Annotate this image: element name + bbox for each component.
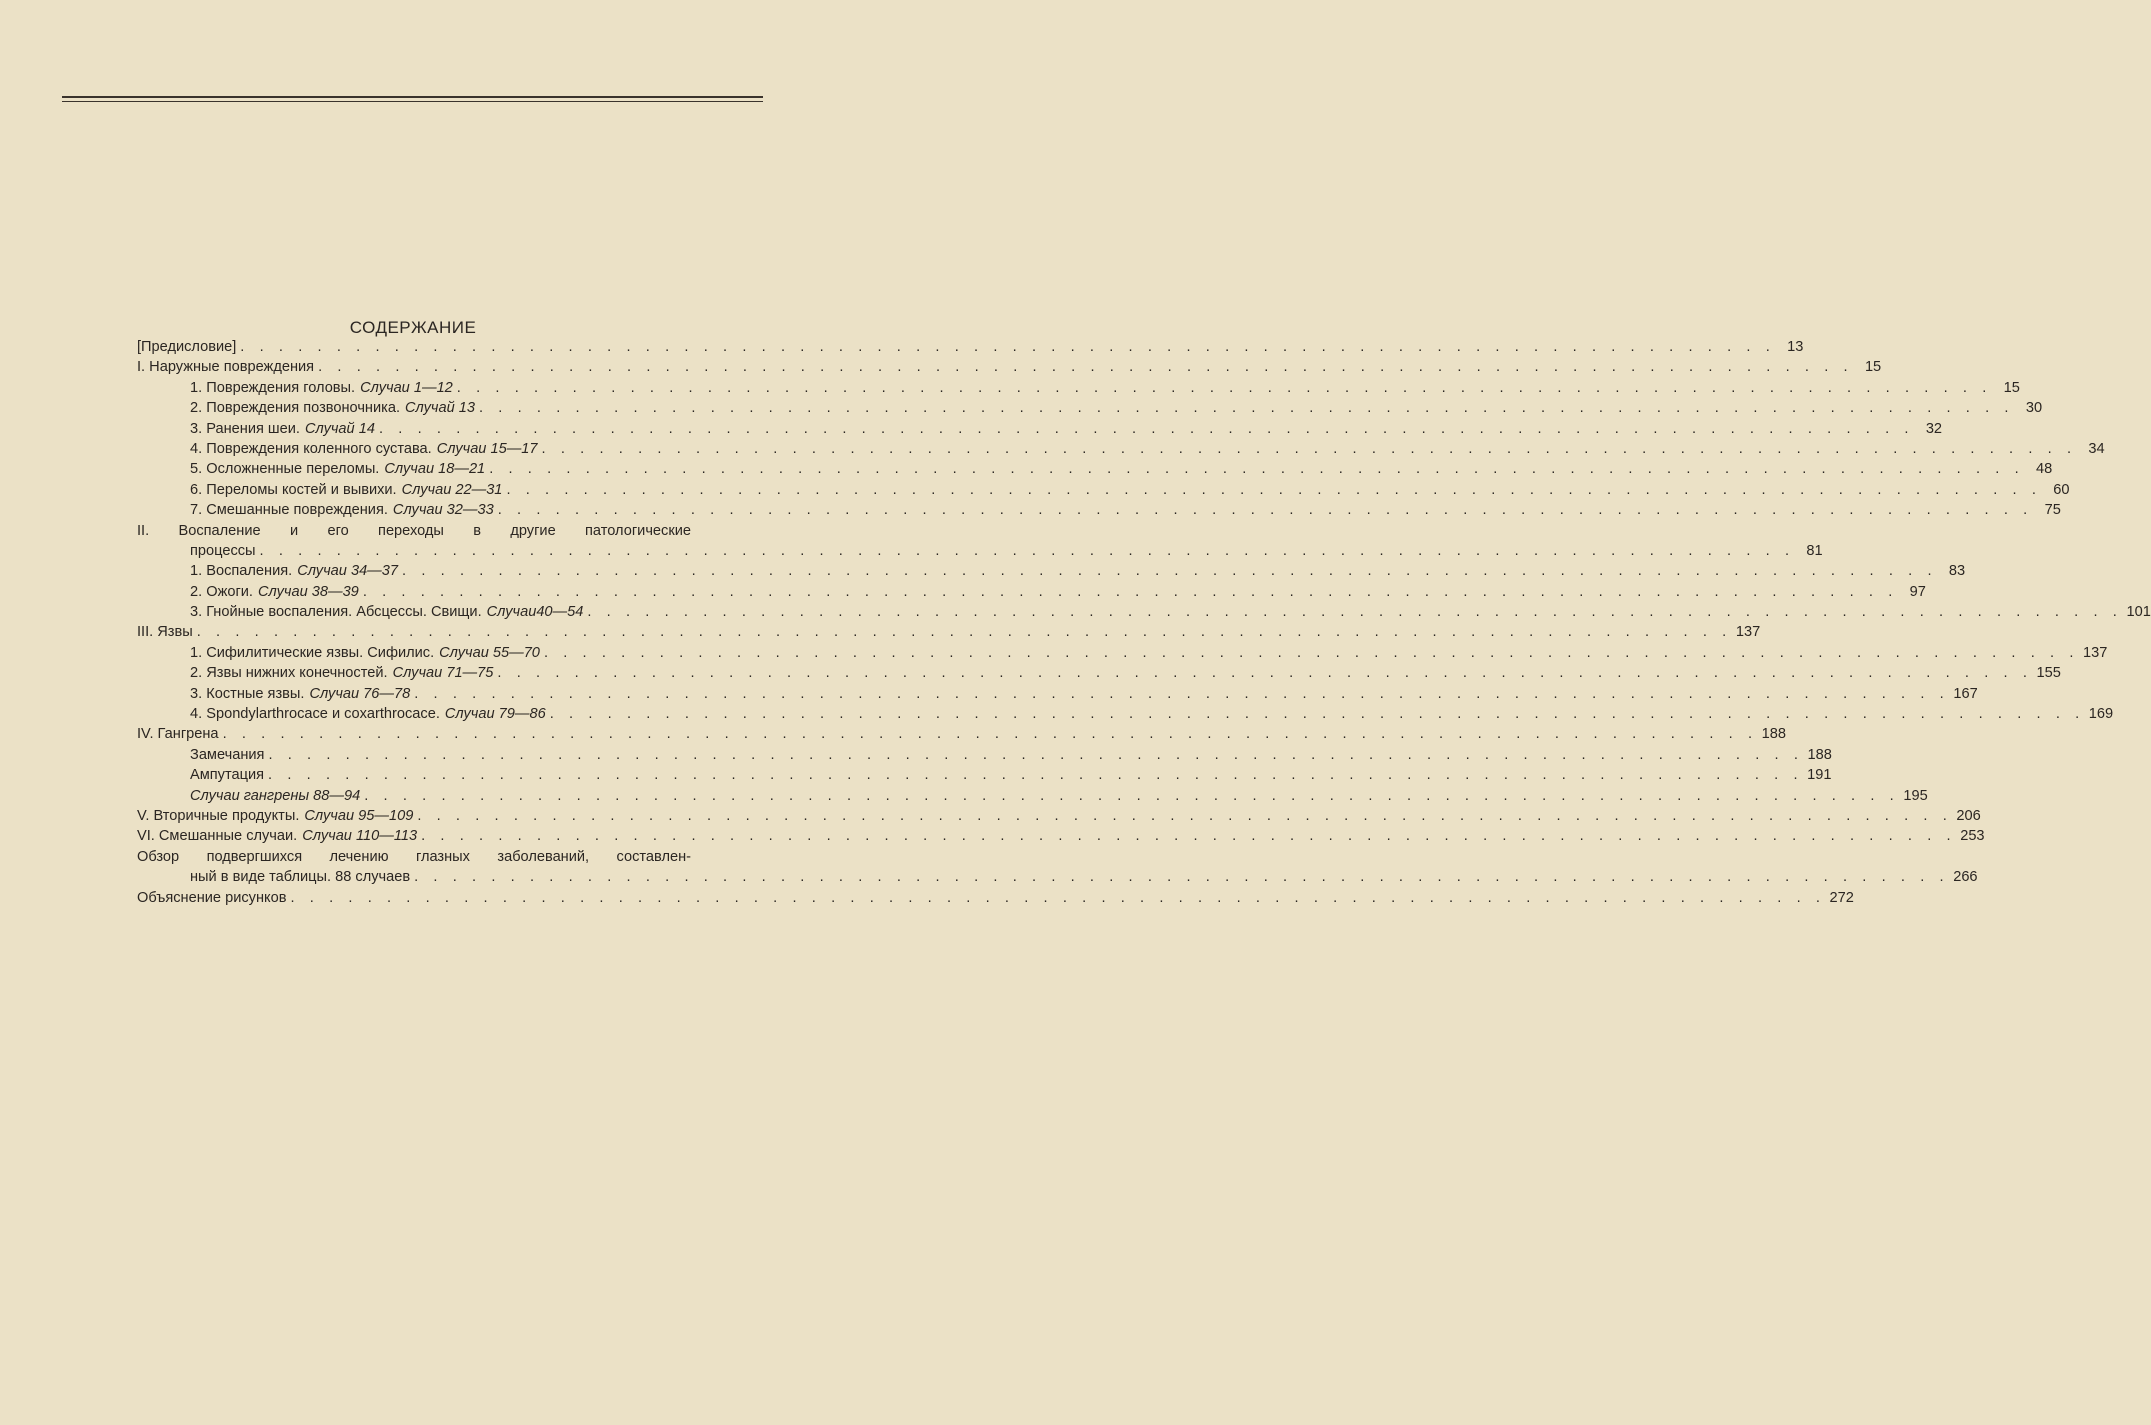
toc-entry	[137, 724, 1787, 744]
toc-entry	[137, 663, 2061, 683]
entry-cases: Случай 13	[405, 400, 475, 417]
entry-title: Объяснение рисунков	[137, 889, 287, 906]
entry-title: 5. Осложненные переломы.	[190, 461, 380, 478]
dot-leader: . . . . . . . . . . . . . . . . . . . . . . . . . . . . . . . . . . . . . . . . . . . . . . . . . . . . . . . . . . . . . . . . . . . . . . . . . . . . . . . .	[240, 339, 1776, 355]
entry-title: V. Вторичные продукты.	[137, 807, 300, 824]
dot-leader: . . . . . . . . . . . . . . . . . . . . . . . . . . . . . . . . . . . . . . . . . . . . . . . . . . . . . . . . . . . . . . . . . . . . . . . . . . . . . . . .	[549, 706, 2085, 723]
entry-cases: Случай 14	[304, 420, 375, 437]
entry-page-number: 137	[1735, 624, 1761, 641]
toc-entry	[137, 867, 1978, 887]
entry-title: Замечания	[190, 746, 265, 763]
dot-leader: . . . . . . . . . . . . . . . . . . . . . . . . . . . . . . . . . . . . . . . . . . . . . . . . . . . . . . . . . . . . . . . . . . . . . . . . . . . . . . . .	[362, 583, 1898, 600]
dot-leader: . . . . . . . . . . . . . . . . . . . . . . . . . . . . . . . . . . . . . . . . . . . . . . . . . . . . . . . . . . . . . . . . . . . . . . . . . . . . . . . .	[421, 828, 1957, 845]
toc-entry	[137, 704, 2114, 724]
top-rule-thin	[62, 101, 763, 102]
entry-title: ный в виде таблицы. 88 случаев	[190, 869, 411, 886]
entry-cases: Случаи40—54	[486, 604, 584, 621]
toc-entry	[137, 786, 1928, 806]
entry-page-number: 101	[2126, 604, 2151, 621]
dot-leader: . . . . . . . . . . . . . . . . . . . . . . . . . . . . . . . . . . . . . . . . . . . . . . . . . . . . . . . . . . . . . . . . . . . . . . . . . . . . . . . .	[479, 400, 2015, 417]
entry-title: III. Язвы	[137, 624, 193, 641]
entry-page-number: 13	[1787, 339, 1804, 355]
toc-entry	[137, 806, 1981, 826]
entry-page-number: 253	[1960, 828, 1985, 845]
entry-title: процессы	[190, 542, 256, 559]
top-rule	[62, 96, 763, 98]
entry-page-number: 32	[1925, 420, 1943, 437]
entry-cases: Случаи 71—75	[392, 665, 494, 682]
dot-leader: . . . . . . . . . . . . . . . . . . . . . . . . . . . . . . . . . . . . . . . . . . . . . . . . . . . . . . . . . . . . . . . . . . . . . . . . . . . . . . . .	[587, 604, 2123, 621]
entry-title: VI. Смешанные случаи.	[137, 828, 298, 845]
toc-entry	[137, 643, 2108, 663]
entry-cases: Случаи гангрены 88—94	[190, 787, 361, 804]
dot-leader: . . . . . . . . . . . . . . . . . . . . . . . . . . . . . . . . . . . . . . . . . . . . . . . . . . . . . . . . . . . . . . . . . . . . . . . . . . . . . . . .	[378, 420, 1915, 437]
toc-entry	[137, 337, 1804, 357]
entry-page-number: 167	[1953, 685, 1978, 702]
dot-leader: . . . . . . . . . . . . . . . . . . . . . . . . . . . . . . . . . . . . . . . . . . . . . . . . . . . . . . . . . . . . . . . . . . . . . . . . . . . . . . . .	[541, 440, 2077, 457]
entry-page-number: 75	[2044, 502, 2061, 519]
toc-entry	[137, 826, 1985, 846]
entry-title: 2. Ожоги.	[190, 583, 253, 600]
entry-cases: Случаи 1—12	[360, 379, 453, 396]
entry-page-number: 15	[1864, 359, 1882, 376]
entry-page-number: 83	[1948, 563, 1966, 580]
entry-page-number: 15	[2003, 379, 2020, 396]
toc-entry	[137, 357, 1882, 377]
toc-entry	[137, 582, 1926, 602]
entry-title: 1. Воспаления.	[190, 563, 293, 580]
entry-page-number: 97	[1909, 583, 1926, 600]
dot-leader: . . . . . . . . . . . . . . . . . . . . . . . . . . . . . . . . . . . . . . . . . . . . . . . . . . . . . . . . . . . . . . . . . . . . . . . . . . . . . . . .	[402, 563, 1938, 580]
toc-entry	[137, 378, 2020, 398]
dot-leader: . . . . . . . . . . . . . . . . . . . . . . . . . . . . . . . . . . . . . . . . . . . . . . . . . . . . . . . . . . . . . . . . . . . . . . . . . . . . . . . .	[543, 644, 2080, 661]
dot-leader: . . . . . . . . . . . . . . . . . . . . . . . . . . . . . . . . . . . . . . . . . . . . . . . . . . . . . . . . . . . . . . . . . . . . . . . . . . . . . . . .	[290, 889, 1826, 906]
entry-title: 4. Повреждения коленного сустава.	[190, 440, 432, 457]
entry-page-number: 48	[2036, 461, 2053, 478]
entry-title: 2. Язвы нижних конечностей.	[190, 665, 388, 682]
entry-title: 3. Ранения шеи.	[190, 420, 300, 437]
toc-entry	[137, 684, 1978, 704]
toc-entry	[137, 765, 1832, 785]
entry-cases: Случаи 38—39	[258, 583, 359, 600]
dot-leader: . . . . . . . . . . . . . . . . . . . . . . . . . . . . . . . . . . . . . . . . . . . . . . . . . . . . . . . . . . . . . . . . . . . . . . . . . . . . . . . .	[268, 746, 1804, 763]
entry-title: 4. Spondylarthrocace и coxarthrocace.	[190, 706, 440, 723]
toc-entry	[137, 888, 1854, 908]
entry-title: [Предисловие]	[137, 339, 237, 355]
dot-leader: . . . . . . . . . . . . . . . . . . . . . . . . . . . . . . . . . . . . . . . . . . . . . . . . . . . . . . . . . . . . . . . . . . . . . . . . . . . . . . . .	[497, 502, 2033, 519]
entry-title: 3. Костные язвы.	[190, 685, 305, 702]
toc-entry	[137, 459, 2053, 479]
dot-leader: . . . . . . . . . . . . . . . . . . . . . . . . . . . . . . . . . . . . . . . . . . . . . . . . . . . . . . . . . . . . . . . . . . . . . . . . . . . . . . . .	[497, 665, 2033, 682]
dot-leader: . . . . . . . . . . . . . . . . . . . . . . . . . . . . . . . . . . . . . . . . . . . . . . . . . . . . . . . . . . . . . . . . . . . . . . . . . . . . . . . .	[456, 379, 1992, 396]
dot-leader: . . . . . . . . . . . . . . . . . . . . . . . . . . . . . . . . . . . . . . . . . . . . . . . . . . . . . . . . . . . . . . . . . . . . . . . . . . . . . . . .	[364, 787, 1900, 804]
entry-title: 1. Повреждения головы.	[190, 379, 356, 396]
entry-title: 3. Гнойные воспаления. Абсцессы. Свищи.	[190, 604, 482, 621]
entry-cases: Случаи 95—109	[304, 807, 414, 824]
toc-entry	[137, 745, 1832, 765]
entry-title: 1. Сифилитические язвы. Сифилис.	[190, 644, 435, 661]
dot-leader: . . . . . . . . . . . . . . . . . . . . . . . . . . . . . . . . . . . . . . . . . . . . . . . . . . . . . . . . . . . . . . . . . . . . . . . . . . . . . . . .	[259, 542, 1795, 559]
entry-page-number: 188	[1807, 746, 1832, 763]
entry-page-number: 169	[2088, 706, 2114, 723]
dot-leader: . . . . . . . . . . . . . . . . . . . . . . . . . . . . . . . . . . . . . . . . . . . . . . . . . . . . . . . . . . . . . . . . . . . . . . . . . . . . . . . .	[506, 481, 2042, 498]
toc-entry	[137, 419, 1943, 439]
entry-cases: Случаи 79—86	[444, 706, 546, 723]
entry-cases: Случаи 18—21	[384, 461, 486, 478]
entry-cases: Случаи 55—70	[439, 644, 540, 661]
page-title: СОДЕРЖАНИЕ	[349, 318, 477, 337]
dot-leader: . . . . . . . . . . . . . . . . . . . . . . . . . . . . . . . . . . . . . . . . . . . . . . . . . . . . . . . . . . . . . . . . . . . . . . . . . . . . . . . .	[414, 869, 1950, 886]
entry-cases: Случаи 34—37	[297, 563, 399, 580]
toc-entry	[137, 602, 2151, 622]
entry-title: I. Наружные повреждения	[137, 359, 315, 376]
entry-cases: Случаи 32—33	[392, 502, 494, 519]
dot-leader: . . . . . . . . . . . . . . . . . . . . . . . . . . . . . . . . . . . . . . . . . . . . . . . . . . . . . . . . . . . . . . . . . . . . . . . . . . . . . . . .	[196, 624, 1732, 641]
entry-cases: Случаи 110—113	[302, 828, 418, 845]
toc-entry	[137, 561, 1966, 581]
dot-leader: . . . . . . . . . . . . . . . . . . . . . . . . . . . . . . . . . . . . . . . . . . . . . . . . . . . . . . . . . . . . . . . . . . . . . . . . . . . . . . . .	[489, 461, 2025, 478]
entry-title: 6. Переломы костей и вывихи.	[190, 481, 397, 498]
toc-entry	[137, 439, 2105, 459]
dot-leader: . . . . . . . . . . . . . . . . . . . . . . . . . . . . . . . . . . . . . . . . . . . . . . . . . . . . . . . . . . . . . . . . . . . . . . . . . . . . . . . .	[414, 685, 1950, 702]
toc-entry	[137, 622, 1761, 642]
entry-page-number: 195	[1903, 787, 1928, 804]
entry-page-number: 272	[1829, 889, 1854, 906]
entry-title: 2. Повреждения позвоночника.	[190, 400, 401, 417]
toc-entry-first-line: II. Воспаление и его переходы в другие патологические	[137, 522, 691, 539]
entry-page-number: 81	[1806, 542, 1823, 559]
entry-title: Ампутация	[190, 767, 265, 784]
table-of-contents	[137, 337, 2151, 908]
toc-entry-first-line: Обзор подвергшихся лечению глазных заболеваний, составлен-	[137, 848, 691, 865]
toc-entry	[137, 398, 2043, 418]
toc-entry	[137, 541, 1823, 561]
entry-cases: Случаи 76—78	[309, 685, 411, 702]
entry-page-number: 34	[2088, 440, 2105, 457]
entry-page-number: 155	[2036, 665, 2061, 682]
dot-leader: . . . . . . . . . . . . . . . . . . . . . . . . . . . . . . . . . . . . . . . . . . . . . . . . . . . . . . . . . . . . . . . . . . . . . . . . . . . . . . . .	[318, 359, 1854, 376]
dot-leader: . . . . . . . . . . . . . . . . . . . . . . . . . . . . . . . . . . . . . . . . . . . . . . . . . . . . . . . . . . . . . . . . . . . . . . . . . . . . . . . .	[222, 726, 1758, 743]
entry-title: IV. Гангрена	[137, 726, 219, 743]
dot-leader: . . . . . . . . . . . . . . . . . . . . . . . . . . . . . . . . . . . . . . . . . . . . . . . . . . . . . . . . . . . . . . . . . . . . . . . . . . . . . . . .	[417, 807, 1953, 824]
toc-entry	[137, 480, 2070, 500]
entry-page-number: 191	[1807, 767, 1832, 784]
entry-page-number: 60	[2053, 481, 2070, 498]
entry-page-number: 266	[1953, 869, 1978, 886]
entry-cases: Случаи 15—17	[436, 440, 538, 457]
entry-title: 7. Смешанные повреждения.	[190, 502, 388, 519]
entry-page-number: 30	[2025, 400, 2043, 417]
entry-page-number: 206	[1956, 807, 1981, 824]
toc-entry	[137, 500, 2061, 520]
entry-page-number: 137	[2083, 644, 2108, 661]
dot-leader: . . . . . . . . . . . . . . . . . . . . . . . . . . . . . . . . . . . . . . . . . . . . . . . . . . . . . . . . . . . . . . . . . . . . . . . . . . . . . . . .	[268, 767, 1804, 784]
entry-page-number: 188	[1761, 726, 1787, 743]
entry-cases: Случаи 22—31	[401, 481, 503, 498]
